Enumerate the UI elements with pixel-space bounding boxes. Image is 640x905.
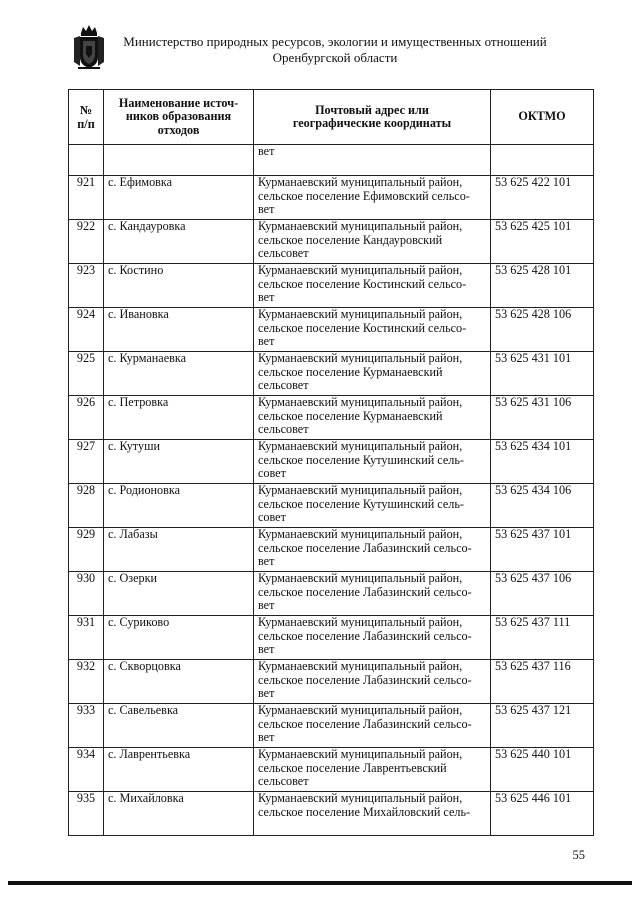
source-name: с. Ивановка [104, 308, 254, 352]
row-number: 935 [69, 792, 104, 836]
address-line: вет [258, 334, 275, 348]
row-number: 927 [69, 440, 104, 484]
address-cell [254, 792, 491, 836]
oktmo-code: 53 625 437 116 [491, 660, 594, 704]
address-line: вет [258, 598, 275, 612]
address-line: сельское поселение Кутушинский сель- [258, 496, 464, 511]
address-cell [254, 528, 491, 572]
page-header [0, 0, 640, 80]
address-line: сельсовет [258, 246, 309, 260]
address-line: совет [258, 510, 286, 524]
address-line: Курманаевский муниципальный район, [258, 263, 463, 277]
address-line: вет [258, 290, 275, 304]
oktmo-code: 53 625 425 101 [491, 220, 594, 264]
coat-of-arms-emblem [72, 24, 106, 70]
table-row [69, 528, 594, 572]
address-cell [254, 616, 491, 660]
address-line: сельсовет [258, 774, 309, 788]
address-cell [254, 704, 491, 748]
address-line: Курманаевский муниципальный район, [258, 527, 463, 541]
row-number: 934 [69, 748, 104, 792]
row-number: 933 [69, 704, 104, 748]
address-line: сельсовет [258, 378, 309, 392]
address-cell [254, 176, 491, 220]
address-line: сельское поселение Кутушинский сель- [258, 452, 464, 467]
address-line: сельское поселение Лабазинский сельсо- [258, 584, 472, 599]
source-name [104, 145, 254, 176]
source-name: с. Лаврентьевка [104, 748, 254, 792]
address-line: сельское поселение Лабазинский сельсо- [258, 716, 472, 731]
table-row [69, 572, 594, 616]
oktmo-code: 53 625 434 106 [491, 484, 594, 528]
address-line: вет [258, 554, 275, 568]
column-header-source-name-line-1: Наименование источ- [118, 95, 239, 110]
source-name: с. Суриково [104, 616, 254, 660]
address-line: вет [258, 686, 275, 700]
address-line: сельское поселение Михайловский сель- [258, 804, 471, 819]
source-name: с. Савельевка [104, 704, 254, 748]
address-line: вет [258, 144, 275, 158]
oktmo-code: 53 625 446 101 [491, 792, 594, 836]
address-line: сельское поселение Костинский сельсо- [258, 320, 467, 335]
column-header-number-line-2: п/п [77, 117, 95, 131]
table-row [69, 264, 594, 308]
address-cell [254, 308, 491, 352]
column-header-address [254, 90, 491, 145]
row-number [69, 145, 104, 176]
oktmo-code: 53 625 437 101 [491, 528, 594, 572]
table-row [69, 484, 594, 528]
source-name: с. Родионовка [104, 484, 254, 528]
oktmo-code: 53 625 437 121 [491, 704, 594, 748]
row-number: 930 [69, 572, 104, 616]
row-number: 932 [69, 660, 104, 704]
column-header-address-line-1: Почтовый адрес или [315, 102, 429, 117]
table-row [69, 616, 594, 660]
source-name: с. Лабазы [104, 528, 254, 572]
address-line: Курманаевский муниципальный район, [258, 219, 463, 233]
address-line: Курманаевский муниципальный район, [258, 571, 463, 585]
column-header-number-line-1: № [79, 103, 93, 117]
row-number: 929 [69, 528, 104, 572]
address-line: Курманаевский муниципальный район, [258, 307, 463, 321]
table-header-row [69, 90, 594, 145]
oktmo-code: 53 625 428 106 [491, 308, 594, 352]
row-number: 923 [69, 264, 104, 308]
oktmo-code: 53 625 422 101 [491, 176, 594, 220]
address-line: Курманаевский муниципальный район, [258, 483, 463, 497]
address-line: Курманаевский муниципальный район, [258, 659, 463, 673]
address-cell [254, 352, 491, 396]
table-row [69, 352, 594, 396]
table-row [69, 704, 594, 748]
source-name: с. Петровка [104, 396, 254, 440]
column-header-source-name-line-2: ников образования [125, 109, 232, 124]
address-cell [254, 660, 491, 704]
table-row [69, 660, 594, 704]
address-cell [254, 440, 491, 484]
source-name: с. Кутуши [104, 440, 254, 484]
ministry-title-line-2: Оренбургской области [272, 50, 398, 65]
address-line: Курманаевский муниципальный район, [258, 395, 463, 409]
table-row [69, 396, 594, 440]
address-line: сельское поселение Лабазинский сельсо- [258, 672, 472, 687]
address-line: Курманаевский муниципальный район, [258, 703, 463, 717]
address-cell [254, 396, 491, 440]
address-line: сельское поселение Лаврентьевский [258, 760, 447, 775]
waste-sources-table [68, 89, 594, 836]
address-line: Курманаевский муниципальный район, [258, 439, 463, 453]
address-line: Курманаевский муниципальный район, [258, 747, 463, 761]
oktmo-code: 53 625 431 101 [491, 352, 594, 396]
address-line: вет [258, 642, 275, 656]
source-name: с. Ефимовка [104, 176, 254, 220]
table-row [69, 308, 594, 352]
row-number: 931 [69, 616, 104, 660]
oktmo-code: 53 625 434 101 [491, 440, 594, 484]
source-name: с. Скворцовка [104, 660, 254, 704]
table-row [69, 748, 594, 792]
column-header-address-line-2: географические координаты [292, 116, 452, 130]
address-cell [254, 748, 491, 792]
address-line: вет [258, 730, 275, 744]
oktmo-code [491, 145, 594, 176]
table-row-continuation [69, 145, 594, 176]
address-line: вет [258, 202, 275, 216]
table-row [69, 176, 594, 220]
row-number: 926 [69, 396, 104, 440]
ministry-title-line-1: Министерство природных ресурсов, экологии и имущественных отношений [123, 34, 547, 49]
oktmo-code: 53 625 437 111 [491, 616, 594, 660]
ministry-title [110, 34, 560, 66]
table-row [69, 440, 594, 484]
oktmo-code: 53 625 437 106 [491, 572, 594, 616]
source-name: с. Михайловка [104, 792, 254, 836]
row-number: 924 [69, 308, 104, 352]
address-line: совет [258, 466, 286, 480]
address-line: сельское поселение Курманаевский [258, 408, 443, 423]
row-number: 928 [69, 484, 104, 528]
source-name: с. Костино [104, 264, 254, 308]
source-name: с. Озерки [104, 572, 254, 616]
address-cell [254, 572, 491, 616]
address-line: сельское поселение Лабазинский сельсо- [258, 540, 472, 555]
address-cell [254, 264, 491, 308]
table-row [69, 220, 594, 264]
column-header-number [69, 90, 104, 145]
address-line: сельское поселение Ефимовский сельсо- [258, 188, 470, 203]
address-line: сельское поселение Курманаевский [258, 364, 443, 379]
row-number: 921 [69, 176, 104, 220]
address-line: сельское поселение Костинский сельсо- [258, 276, 467, 291]
column-header-source-name-line-3: отходов [157, 122, 200, 137]
address-line: сельсовет [258, 422, 309, 436]
address-cell [254, 220, 491, 264]
column-header-oktmo [491, 90, 594, 145]
column-header-oktmo-line-1: ОКТМО [518, 109, 566, 124]
address-line: Курманаевский муниципальный район, [258, 791, 463, 805]
row-number: 925 [69, 352, 104, 396]
row-number: 922 [69, 220, 104, 264]
address-line: Курманаевский муниципальный район, [258, 175, 463, 189]
source-name: с. Курманаевка [104, 352, 254, 396]
oktmo-code: 53 625 440 101 [491, 748, 594, 792]
address-cell [254, 484, 491, 528]
source-name: с. Кандауровка [104, 220, 254, 264]
oktmo-code: 53 625 428 101 [491, 264, 594, 308]
page-number: 55 [572, 848, 585, 862]
address-line: Курманаевский муниципальный район, [258, 615, 463, 629]
address-cell [254, 145, 491, 176]
column-header-source-name [104, 90, 254, 145]
table-row [69, 792, 594, 836]
address-line: сельское поселение Лабазинский сельсо- [258, 628, 472, 643]
oktmo-code: 53 625 431 106 [491, 396, 594, 440]
bottom-rule [8, 881, 632, 885]
address-line: Курманаевский муниципальный район, [258, 351, 463, 365]
address-line: сельское поселение Кандауровский [258, 232, 443, 247]
